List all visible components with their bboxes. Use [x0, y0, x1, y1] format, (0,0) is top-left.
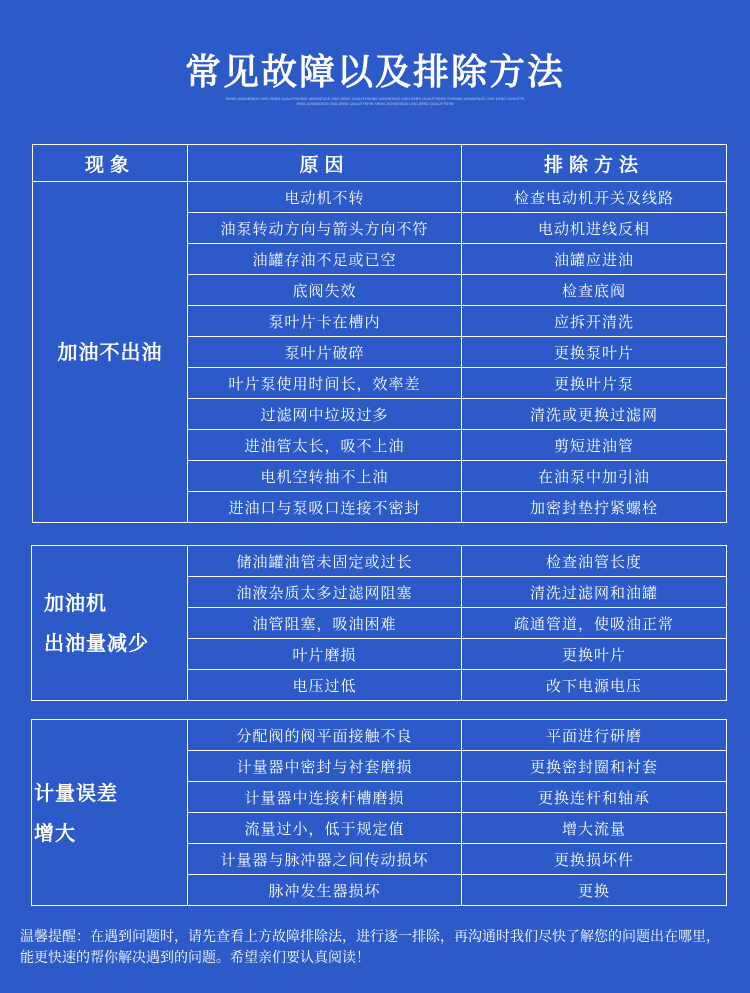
solution-cell: 更换泵叶片	[462, 337, 727, 368]
solution-cell: 应拆开清洗	[462, 306, 727, 337]
cause-cell: 计量器中密封与衬套磨损	[188, 751, 462, 782]
solution-cell: 改下电源电压	[462, 670, 727, 701]
solution-cell: 疏通管道，使吸油正常	[462, 608, 727, 639]
solution-cell: 平面进行研磨	[462, 720, 727, 751]
cause-cell: 电压过低	[188, 670, 462, 701]
table-row	[33, 182, 727, 213]
table-row	[32, 720, 727, 751]
cause-cell: 泵叶片破碎	[188, 337, 462, 368]
phenomenon-line-1: 计量误差	[34, 780, 118, 805]
solution-cell: 更换叶片	[462, 639, 727, 670]
cause-cell: 脉冲发生器损坏	[188, 875, 462, 906]
cause-cell: 泵叶片卡在槽内	[188, 306, 462, 337]
phenomenon-line-2: 出油量减少	[44, 631, 149, 655]
phenomenon-cell	[32, 720, 188, 906]
solution-cell: 更换连杆和轴承	[462, 782, 727, 813]
solution-cell: 清洗或更换过滤网	[462, 399, 727, 430]
solution-cell: 更换损坏件	[462, 844, 727, 875]
solution-cell: 清洗过滤网和油罐	[462, 577, 727, 608]
phenomenon-cell: 加油不出油	[33, 182, 188, 523]
solution-cell: 在油泵中加引油	[462, 461, 727, 492]
solution-cell: 油罐应进油	[462, 244, 727, 275]
cause-cell: 电动机不转	[188, 182, 462, 213]
cause-cell: 电机空转抽不上油	[188, 461, 462, 492]
phenomenon-line-2: 增大	[34, 820, 76, 845]
fault-table-low-output	[31, 545, 727, 701]
cause-cell: 分配阀的阀平面接触不良	[188, 720, 462, 751]
cause-cell: 储油罐油管未固定或过长	[188, 546, 462, 577]
solution-cell: 检查底阀	[462, 275, 727, 306]
cause-cell: 油罐存油不足或已空	[188, 244, 462, 275]
cause-cell: 过滤网中垃圾过多	[188, 399, 462, 430]
cause-cell: 油液杂质太多过滤网阻塞	[188, 577, 462, 608]
cause-cell: 底阀失效	[188, 275, 462, 306]
page-title: 常见故障以及排除方法	[184, 52, 565, 93]
cause-cell: 进油口与泵吸口连接不密封	[188, 492, 462, 523]
cause-cell: 叶片磨损	[188, 639, 462, 670]
cause-cell: 计量器中连接杆槽磨损	[188, 782, 462, 813]
table-header-row	[33, 145, 727, 182]
fault-table-metering-error	[31, 719, 727, 906]
solution-cell: 电动机进线反相	[462, 213, 727, 244]
fault-table-no-oil	[32, 144, 727, 523]
cause-cell: 计量器与脉冲器之间传动损坏	[188, 844, 462, 875]
solution-cell: 剪短进油管	[462, 430, 727, 461]
header-phenomenon: 现象	[33, 145, 188, 182]
cause-cell: 叶片泵使用时间长，效率差	[188, 368, 462, 399]
solution-cell: 加密封垫拧紧螺栓	[462, 492, 727, 523]
decorative-subtext: SHING ADVANTAGE LING DENG QUALITYSHING ADVANTAGE LING DENG QUALITYSHING ADVANTAGE LING DENG QUALITYSHIN THSHING ADVANTAGE LING DENG QUALITYSHING ADVANTAGE LING DENG QUALITYSHIN SHING ADVANTAGE LING DENG QUALITYSHIN	[225, 97, 525, 106]
cause-cell: 进油管太长，吸不上油	[188, 430, 462, 461]
solution-cell: 更换密封圈和衬套	[462, 751, 727, 782]
solution-cell: 更换	[462, 875, 727, 906]
header-cause: 原因	[188, 145, 462, 182]
table-row	[32, 546, 727, 577]
cause-cell: 油泵转动方向与箭头方向不符	[188, 213, 462, 244]
cause-cell: 油管阻塞，吸油困难	[188, 608, 462, 639]
solution-cell: 增大流量	[462, 813, 727, 844]
solution-cell: 检查油管长度	[462, 546, 727, 577]
phenomenon-cell	[32, 546, 188, 701]
reminder-note: 温馨提醒：在遇到问题时，请先查看上方故障排除法，进行逐一排除，再沟通时我们尽快了解您的问题出在哪里，能更快速的帮你解决遇到的问题。希望亲们要认真阅读！	[20, 929, 720, 966]
cause-cell: 流量过小，低于规定值	[188, 813, 462, 844]
phenomenon-line-1: 加油机	[44, 591, 107, 615]
solution-cell: 更换叶片泵	[462, 368, 727, 399]
header-solution: 排除方法	[462, 145, 727, 182]
solution-cell: 检查电动机开关及线路	[462, 182, 727, 213]
